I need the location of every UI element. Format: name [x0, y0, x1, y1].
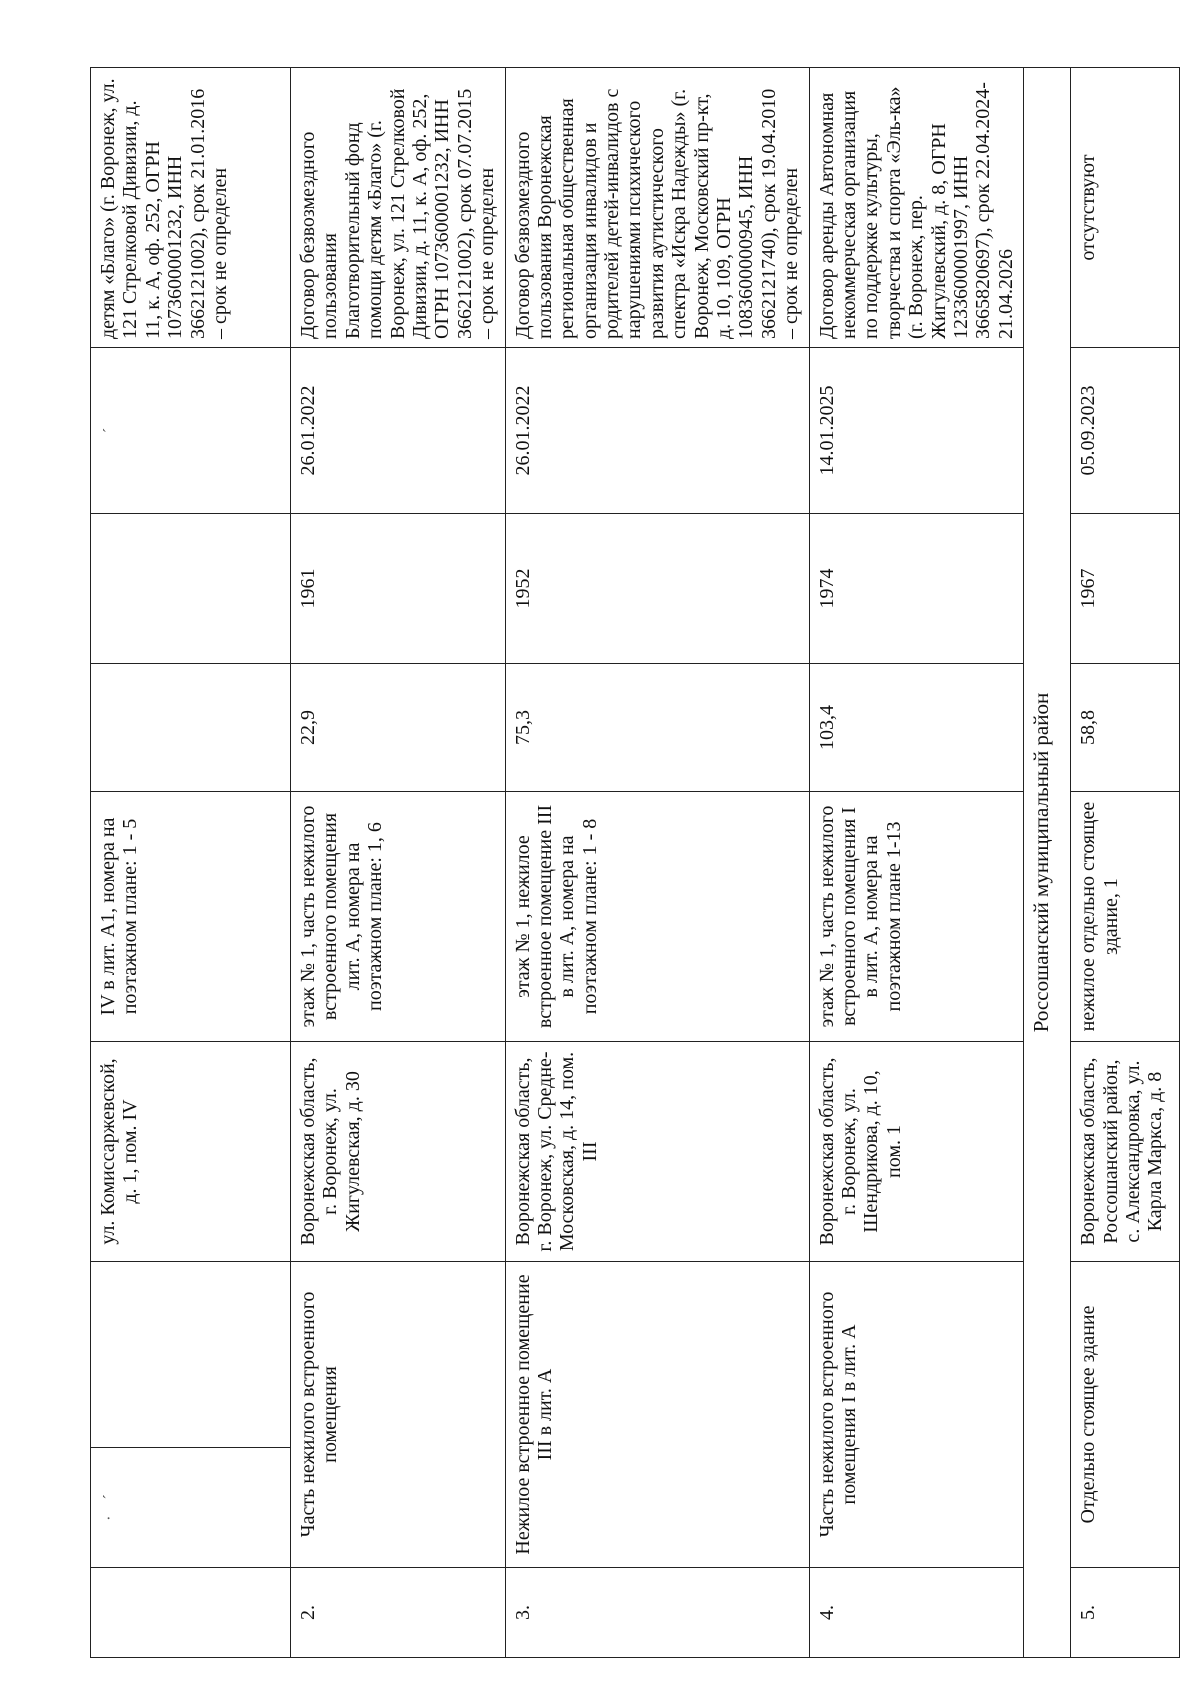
object-area: 75,3	[505, 664, 809, 792]
table-row	[1071, 68, 1180, 1658]
row-mark: · ´	[91, 1448, 291, 1568]
object-date: 26.01.2022	[505, 348, 809, 514]
object-location: этаж № 1, часть нежилого встроенного помещения I в лит. А, номера на поэтажном плане 1-13	[809, 792, 1024, 1042]
object-year: 1967	[1071, 514, 1180, 664]
object-location: этаж № 1, часть нежилого встроенного помещения лит. А, номера на поэтажном плане: 1, 6	[291, 792, 506, 1042]
row-number: 5.	[1071, 1568, 1180, 1658]
object-year	[91, 514, 291, 664]
object-area: 22,9	[291, 664, 506, 792]
object-type: Нежилое встроенное помещение III в лит. А	[505, 1262, 809, 1568]
object-type: Часть нежилого встроенного помещения	[291, 1262, 506, 1568]
row-number	[91, 1568, 291, 1658]
rotated-table-container	[90, 68, 1180, 1658]
object-year: 1974	[809, 514, 1024, 664]
object-contract: Договор безвозмездного пользования Воронежская региональная общественная организация инвалидов и родителей детей-инвалидов с нарушениями психического развития аутистического спектра «Искра Надежды» (г. Воронеж, Московский пр-кт, д. 10, 109, ОГРН 1083600000945, ИНН 3662121740), срок 19.04.2010 – срок не определен	[505, 68, 809, 348]
object-address: Воронежская область, г. Воронеж, ул. Средне-Московская, д. 14, пом. III	[505, 1042, 809, 1262]
object-type: Отдельно стоящее здание	[1071, 1262, 1180, 1568]
object-location: этаж № 1, нежилое встроенное помещение III в лит. А, номера на поэтажном плане: 1 - 8	[505, 792, 809, 1042]
object-address: ул. Комиссаржевской, д. 1, пом. IV	[91, 1042, 291, 1262]
row-number: 3.	[505, 1568, 809, 1658]
object-location: нежилое отдельно стоящее здание, 1	[1071, 792, 1180, 1042]
district-row	[1024, 68, 1071, 1658]
object-contract: детям «Благо» (г. Воронеж, ул. 121 Стрелковой Дивизии, д. 11, к. А, оф. 252, ОГРН 1073600001232, ИНН 3662121002), срок 21.01.2016 – срок не определен	[91, 68, 291, 348]
object-address: Воронежская область, г. Воронеж, ул. Шендрикова, д. 10, пом. 1	[809, 1042, 1024, 1262]
table-row	[809, 68, 1024, 1658]
object-type: Часть нежилого встроенного помещения I в лит. А	[809, 1262, 1024, 1568]
object-contract: отсутствуют	[1071, 68, 1180, 348]
row-number: 2.	[291, 1568, 506, 1658]
object-year: 1952	[505, 514, 809, 664]
object-date: 05.09.2023	[1071, 348, 1180, 514]
object-contract: Договор аренды Автономная некоммерческая организация по поддержке культуры, творчества и спорта «Эль-ка» (г. Воронеж, пер. Жигулевский, д. 8, ОГРН 1233600001997, ИНН 3665820697), срок 22.04.2024-21.04.2026	[809, 68, 1024, 348]
table-row	[291, 68, 506, 1658]
object-date: 14.01.2025	[809, 348, 1024, 514]
district-heading: Россошанский муниципальный район	[1024, 68, 1071, 1658]
object-contract: Договор безвозмездного пользования Благотворительный фонд помощи детям «Благо» (г. Воронеж, ул. 121 Стрелковой Дивизии, д. 11, к. А, оф. 252, ОГРН 1073600001232, ИНН 3662121002), срок 07.07.2015 – срок не определен	[291, 68, 506, 348]
object-area: 103,4	[809, 664, 1024, 792]
object-date: ´	[91, 348, 291, 514]
row-number: 4.	[809, 1568, 1024, 1658]
object-type	[91, 1262, 291, 1448]
object-address: Воронежская область, г. Воронеж, ул. Жигулевская, д. 30	[291, 1042, 506, 1262]
table-row	[505, 68, 809, 1658]
object-date: 26.01.2022	[291, 348, 506, 514]
table-row	[91, 68, 291, 1658]
object-address: Воронежская область, Россошанский район, с. Александровка, ул. Карла Маркса, д. 8	[1071, 1042, 1180, 1262]
object-area: 58,8	[1071, 664, 1180, 792]
object-location: IV в лит. А1, номера на поэтажном плане: 1 - 5	[91, 792, 291, 1042]
object-area	[91, 664, 291, 792]
property-table	[90, 67, 1180, 1658]
object-year: 1961	[291, 514, 506, 664]
